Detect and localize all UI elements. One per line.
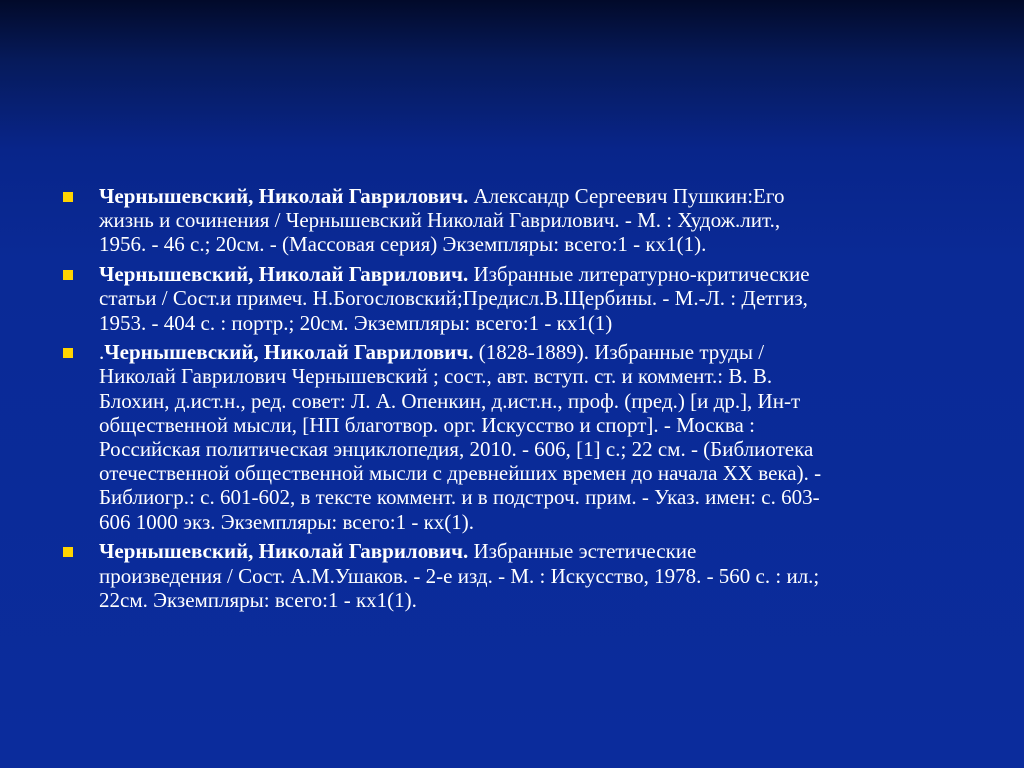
square-bullet-icon (63, 192, 73, 202)
bibliography-list (63, 184, 963, 617)
list-item (63, 340, 963, 534)
square-bullet-icon (63, 348, 73, 358)
entry-author: Чернышевский, Николай Гаврилович. (99, 539, 469, 564)
list-item (63, 184, 963, 257)
list-item (63, 539, 963, 612)
square-bullet-icon (63, 547, 73, 557)
entry-author: Чернышевский, Николай Гаврилович. (99, 184, 469, 208)
entry-text: Избранные эстетические произведения / Сост. А.М.Ушаков. - 2-е изд. - М. : Искусство, 1978. - 560 с. : ил.; 22см. Экземпляры: всего:1 - кх1(1). (99, 539, 820, 612)
list-item (63, 262, 963, 335)
entry-prefix: . (99, 340, 105, 365)
entry-author: Чернышевский, Николай Гаврилович. (104, 340, 474, 365)
entry-text: (1828-1889). Избранные труды / Николай Гаврилович Чернышевский ; сост., авт. вступ. ст. и коммент.: В. В. Блохин, д.ист.н., ред. совет: Л. А. Опенкин, д.ист.н., проф. (пред.) [и др.], Ин-т общественной мысли, [НП благотвор. орг. Искусство и спорт]. - Москва : Российская политическая энциклопедия, 2010. - 606, [1] с.; 22 см. - (Библиотека отечественной общественной мысли с древнейших времен до начала XX века). - Библиогр.: с. 601-602, в тексте коммент. и в подстроч. прим. - Указ. имен: с. 603- 606 1000 экз. Экземпляры: всего:1 - кх(1). (99, 340, 822, 534)
entry-author: Чернышевский, Николай Гаврилович. (99, 262, 469, 287)
square-bullet-icon (63, 270, 73, 280)
entry-text: Избранные литературно-критические статьи / Сост.и примеч. Н.Богословский;Предисл.В.Щербины. - М.-Л. : Детгиз, 1953. - 404 с. : портр.; 20см. Экземпляры: всего:1 - кх1(1) (99, 262, 810, 335)
entry-text: Александр Сергеевич Пушкин:Его жизнь и сочинения / Чернышевский Николай Гаврилович. - М. : Худож.лит., 1956. - 46 с.; 20см. - (Массовая серия) Экземпляры: всего:1 - кх1(1). (99, 184, 785, 257)
